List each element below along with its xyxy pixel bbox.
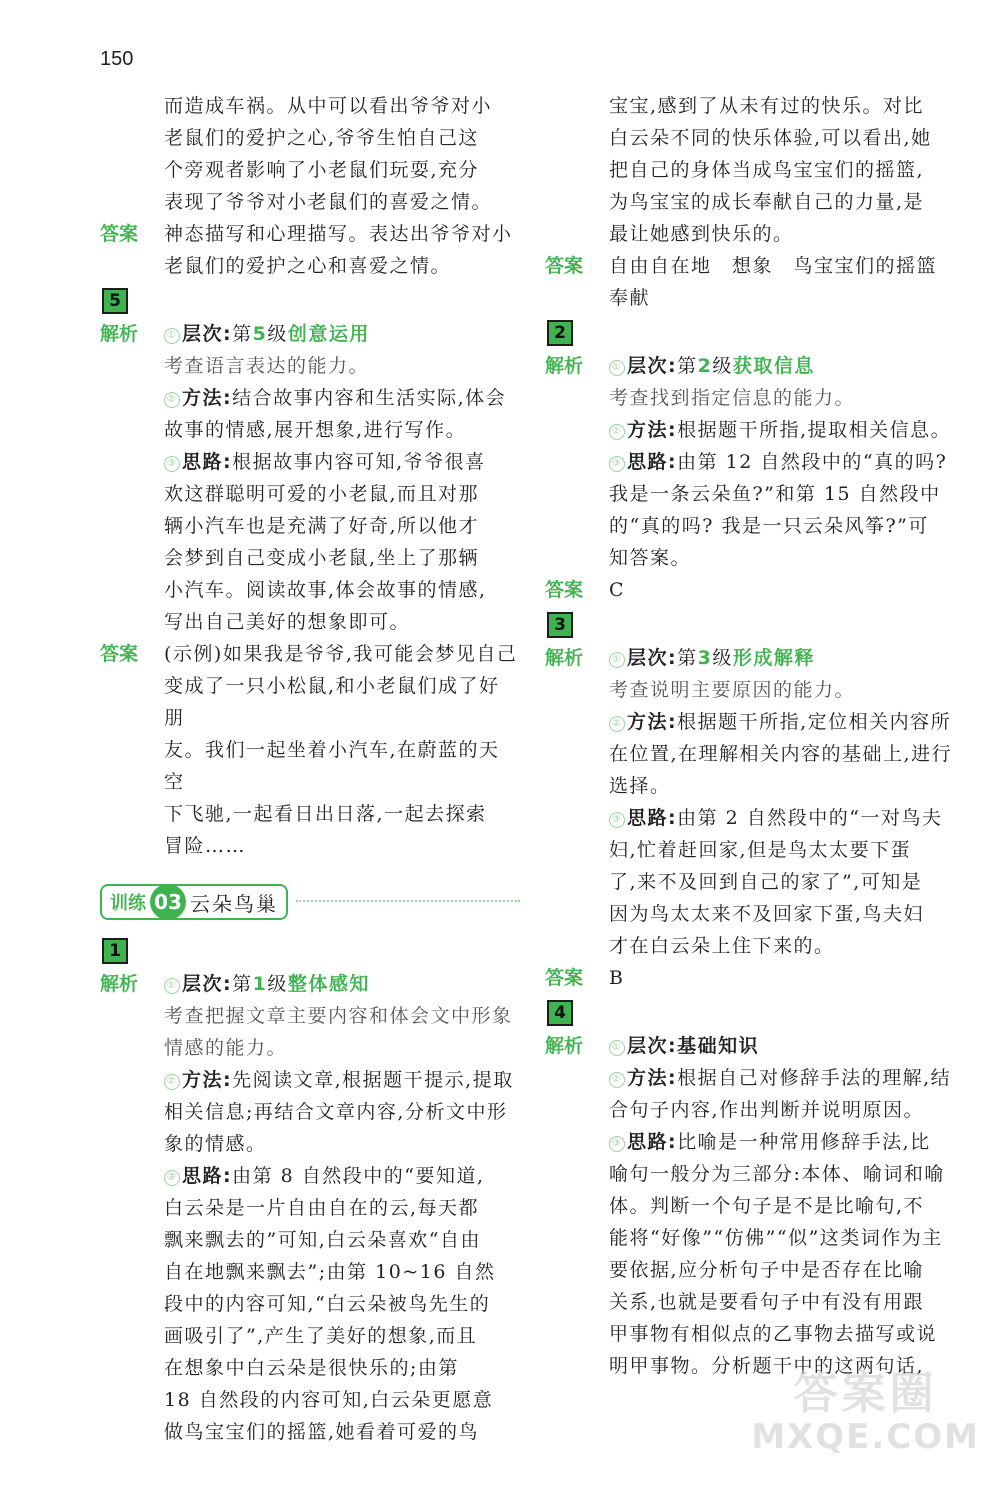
text-line: 小汽车。阅读故事,体会故事的情感, xyxy=(164,579,487,601)
text-line: 因为鸟太太来不及回家下蛋,鸟夫妇 xyxy=(609,903,925,925)
banner-train-label: 训练 xyxy=(110,893,146,914)
circle-number-icon: ② xyxy=(164,392,180,408)
analysis-block-q2 xyxy=(545,350,965,574)
analysis-tag: 解析 xyxy=(100,973,139,995)
level-prefix: 第 xyxy=(677,647,698,669)
watermark-url: MXQE.COM xyxy=(751,1417,980,1457)
level-description: 考查找到指定信息的能力。 xyxy=(609,387,856,409)
level-number: 3 xyxy=(697,647,713,669)
question-number-badge: 5 xyxy=(102,288,128,314)
page-number: 150 xyxy=(100,48,134,70)
text-line: 会梦到自己变成小老鼠,坐上了那辆 xyxy=(164,547,480,569)
circle-number-icon: ③ xyxy=(164,1170,180,1186)
question-number-badge: 3 xyxy=(547,612,573,638)
thinking-label: 思路: xyxy=(182,1165,233,1187)
level-name: 形成解释 xyxy=(732,647,815,669)
text-line: 根据题干所指,定位相关内容所 xyxy=(677,711,952,733)
continued-analysis xyxy=(164,90,520,218)
answer-value: C xyxy=(609,579,626,601)
analysis-tag: 解析 xyxy=(545,647,584,669)
text-line: 自在地飘来飘去”;由第 10~16 自然 xyxy=(164,1261,496,1283)
text-line: 下飞驰,一起看日出日落,一起去探索 xyxy=(164,803,487,825)
text-line: 最让她感到快乐的。 xyxy=(609,223,794,245)
level-label: 层次: xyxy=(627,1035,678,1057)
circle-number-icon: ② xyxy=(609,424,625,440)
text-line: 由第 8 自然段中的“要知道, xyxy=(232,1165,485,1187)
level-label: 层次: xyxy=(627,647,678,669)
circle-number-icon: ① xyxy=(609,360,625,376)
level-name: 基础知识 xyxy=(677,1035,760,1057)
text-line: 由第 2 自然段中的“一对鸟夫 xyxy=(677,807,943,829)
banner-number: 03 xyxy=(150,884,186,920)
text-line: 为鸟宝宝的成长奉献自己的力量,是 xyxy=(609,191,925,213)
text-line: 宝宝,感到了从未有过的快乐。对比 xyxy=(609,95,925,117)
level-number: 2 xyxy=(697,355,713,377)
answer-tag: 答案 xyxy=(100,223,139,245)
question-number-badge: 1 xyxy=(102,938,128,964)
answer-block-q3 xyxy=(545,962,965,994)
thinking-label: 思路: xyxy=(627,1131,678,1153)
analysis-tag: 解析 xyxy=(545,355,584,377)
answer-value: B xyxy=(609,967,625,989)
text-line: 比喻是一种常用修辞手法,比 xyxy=(677,1131,931,1153)
level-description: 考查说明主要原因的能力。 xyxy=(609,679,856,701)
text-line: 能将“好像”“仿佛”“似”这类词作为主 xyxy=(609,1227,943,1249)
text-line: 飘来飘去的”可知,白云朵喜欢“自由 xyxy=(164,1229,481,1251)
analysis-block-q5 xyxy=(100,318,520,638)
method-label: 方法: xyxy=(627,711,678,733)
method-label: 方法: xyxy=(182,1069,233,1091)
text-line: 合句子内容,作出判断并说明原因。 xyxy=(609,1099,925,1121)
level-mid: 级 xyxy=(712,647,733,669)
analysis-block-q4 xyxy=(545,1030,965,1382)
level-mid: 级 xyxy=(267,973,288,995)
text-line: 友。我们一起坐着小汽车,在蔚蓝的天空 xyxy=(164,739,500,793)
level-description: 考查把握文章主要内容和体会文中形象 xyxy=(164,1005,513,1027)
circle-number-icon: ② xyxy=(164,1074,180,1090)
text-line: 冒险…… xyxy=(164,835,247,857)
text-line: 欢这群聪明可爱的小老鼠,而且对那 xyxy=(164,483,480,505)
method-label: 方法: xyxy=(627,419,678,441)
text-line: 自由自在地 想象 鸟宝宝们的摇篮 xyxy=(609,255,938,277)
text-line: 表现了爷爷对小老鼠们的喜爱之情。 xyxy=(164,191,493,213)
left-column xyxy=(100,90,520,1448)
circle-number-icon: ① xyxy=(609,1040,625,1056)
banner-title: 云朵鸟巢 xyxy=(190,891,278,916)
right-column xyxy=(545,90,965,1382)
text-line: 的“真的吗? 我是一只云朵风筝?”可 xyxy=(609,515,929,537)
circle-number-icon: ① xyxy=(609,652,625,668)
watermark xyxy=(751,1357,980,1457)
answer-tag: 答案 xyxy=(545,967,584,989)
text-line: 画吸引了”,产生了美好的想象,而且 xyxy=(164,1325,478,1347)
text-line: 根据题干所指,提取相关信息。 xyxy=(677,419,952,441)
answer-block-q1 xyxy=(545,250,965,314)
circle-number-icon: ① xyxy=(164,328,180,344)
text-line: 选择。 xyxy=(609,775,671,797)
text-line: 了,来不及回到自己的家了”,可知是 xyxy=(609,871,923,893)
analysis-block-q3 xyxy=(545,642,965,962)
level-number: 1 xyxy=(252,973,268,995)
method-label: 方法: xyxy=(627,1067,678,1089)
text-line: 个旁观者影响了小老鼠们玩耍,充分 xyxy=(164,159,480,181)
text-line: 相关信息;再结合文章内容,分析文中形 xyxy=(164,1101,508,1123)
level-name: 整体感知 xyxy=(287,973,370,995)
text-line: 喻句一般分为三部分:本体、喻词和喻 xyxy=(609,1163,945,1185)
text-line: (示例)如果我是爷爷,我可能会梦见自己 xyxy=(164,643,518,665)
text-line: 要依据,应分析句子中是否存在比喻 xyxy=(609,1259,925,1281)
thinking-label: 思路: xyxy=(182,451,233,473)
text-line: 段中的内容可知,“白云朵被鸟先生的 xyxy=(164,1293,491,1315)
level-label: 层次: xyxy=(627,355,678,377)
text-line: 做鸟宝宝们的摇篮,她看着可爱的鸟 xyxy=(164,1421,480,1443)
answer-block-q4 xyxy=(100,218,520,282)
text-line: 而造成车祸。从中可以看出爷爷对小 xyxy=(164,95,493,117)
text-line: 奉献 xyxy=(609,287,651,309)
circle-number-icon: ② xyxy=(609,1072,625,1088)
text-line: 白云朵是一片自由自在的云,每天都 xyxy=(164,1197,480,1219)
method-label: 方法: xyxy=(182,387,233,409)
watermark-logo-text: 答案圈 xyxy=(793,1368,938,1419)
circle-number-icon: ③ xyxy=(609,1136,625,1152)
analysis-tag: 解析 xyxy=(100,323,139,345)
level-mid: 级 xyxy=(712,355,733,377)
level-prefix: 第 xyxy=(677,355,698,377)
text-line: 在想象中白云朵是很快乐的;由第 xyxy=(164,1357,459,1379)
text-line: 辆小汽车也是充满了好奇,所以他才 xyxy=(164,515,480,537)
circle-number-icon: ② xyxy=(609,716,625,732)
text-line: 我是一条云朵鱼?”和第 15 自然段中 xyxy=(609,483,941,505)
level-name: 获取信息 xyxy=(732,355,815,377)
text-line: 妇,忙着赶回家,但是鸟太太要下蛋 xyxy=(609,839,912,861)
level-name: 创意运用 xyxy=(287,323,370,345)
continued-analysis xyxy=(609,90,965,250)
text-line: 变成了一只小松鼠,和小老鼠们成了好朋 xyxy=(164,675,500,729)
text-line: 把自己的身体当成鸟宝宝们的摇篮, xyxy=(609,159,925,181)
thinking-label: 思路: xyxy=(627,451,678,473)
circle-number-icon: ③ xyxy=(609,812,625,828)
text-line: 根据自己对修辞手法的理解,结 xyxy=(677,1067,952,1089)
text-line: 象的情感。 xyxy=(164,1133,267,1155)
question-number-badge: 2 xyxy=(547,320,573,346)
text-line: 根据故事内容可知,爷爷很喜 xyxy=(232,451,486,473)
text-line: 结合故事内容和生活实际,体会 xyxy=(232,387,507,409)
level-prefix: 第 xyxy=(232,323,253,345)
analysis-block-q1 xyxy=(100,968,520,1448)
level-prefix: 第 xyxy=(232,973,253,995)
level-description: 情感的能力。 xyxy=(164,1037,288,1059)
circle-number-icon: ① xyxy=(164,978,180,994)
level-label: 层次: xyxy=(182,323,233,345)
text-line: 在位置,在理解相关内容的基础上,进行 xyxy=(609,743,953,765)
thinking-label: 思路: xyxy=(627,807,678,829)
text-line: 知答案。 xyxy=(609,547,692,569)
answer-block-q5 xyxy=(100,638,520,862)
answer-tag: 答案 xyxy=(545,579,584,601)
text-line: 由第 12 自然段中的“真的吗? xyxy=(677,451,948,473)
text-line: 明甲事物。分析题干中的这两句话, xyxy=(609,1355,925,1377)
text-line: 写出自己美好的想象即可。 xyxy=(164,611,411,633)
text-line: 才在白云朵上住下来的。 xyxy=(609,935,835,957)
text-line: 白云朵不同的快乐体验,可以看出,她 xyxy=(609,127,932,149)
text-line: 老鼠们的爱护之心,爷爷生怕自己这 xyxy=(164,127,480,149)
text-line: 体。判断一个句子是不是比喻句,不 xyxy=(609,1195,925,1217)
level-description: 考查语言表达的能力。 xyxy=(164,355,370,377)
question-number-badge: 4 xyxy=(547,1000,573,1026)
circle-number-icon: ③ xyxy=(609,456,625,472)
level-label: 层次: xyxy=(182,973,233,995)
level-number: 5 xyxy=(252,323,268,345)
answer-block-q2 xyxy=(545,574,965,606)
analysis-tag: 解析 xyxy=(545,1035,584,1057)
level-mid: 级 xyxy=(267,323,288,345)
banner-dotted-line xyxy=(296,900,520,904)
text-line: 老鼠们的爱护之心和喜爱之情。 xyxy=(164,255,452,277)
text-line: 神态描写和心理描写。表达出爷爷对小 xyxy=(164,223,513,245)
circle-number-icon: ③ xyxy=(164,456,180,472)
text-line: 故事的情感,展开想象,进行写作。 xyxy=(164,419,467,441)
text-line: 先阅读文章,根据题干提示,提取 xyxy=(232,1069,514,1091)
text-line: 关系,也就是要看句子中有没有用跟 xyxy=(609,1291,925,1313)
text-line: 18 自然段的内容可知,白云朵更愿意 xyxy=(164,1389,494,1411)
answer-tag: 答案 xyxy=(100,643,139,665)
text-line: 甲事物有相似点的乙事物去描写或说 xyxy=(609,1323,938,1345)
training-banner xyxy=(100,882,520,922)
answer-tag: 答案 xyxy=(545,255,584,277)
